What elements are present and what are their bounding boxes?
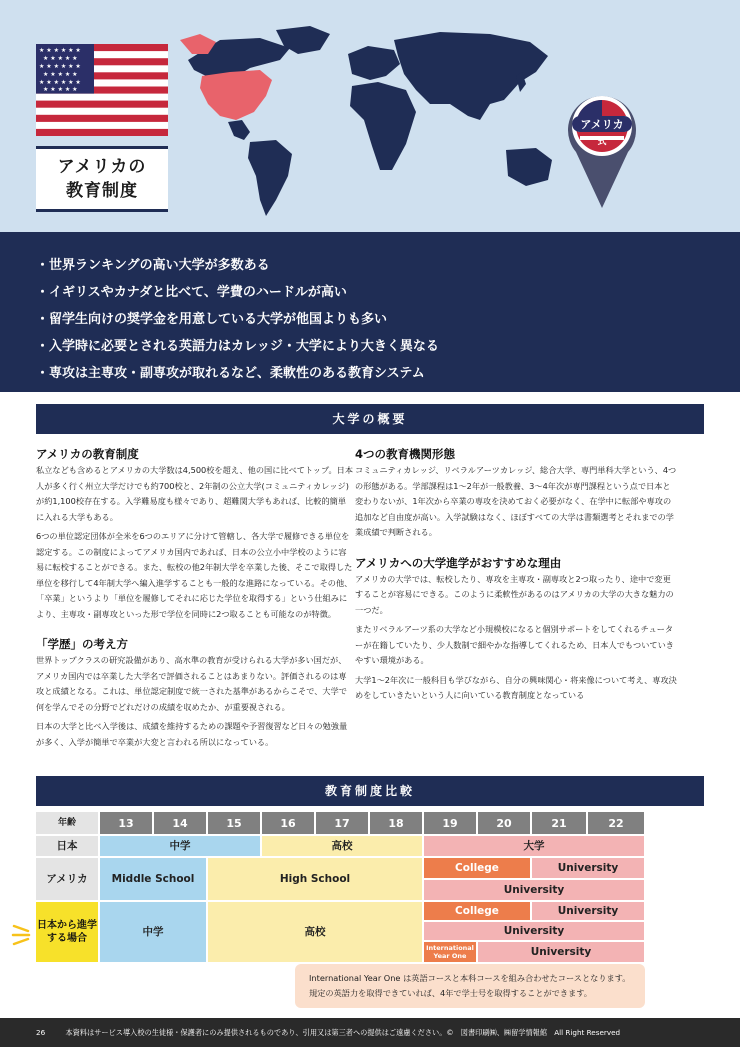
usa-college: College: [424, 858, 530, 878]
age-cell: 16: [262, 812, 314, 834]
page-title-line2: 教育制度: [66, 181, 138, 201]
page-title-line1: アメリカの: [57, 157, 147, 177]
age-cell: 17: [316, 812, 368, 834]
section-title: アメリカの教育制度: [36, 447, 139, 461]
us-flag-image: [36, 44, 168, 136]
highlight-item: ・ 留学生向けの奨学金を用意している大学が他国よりも多い: [36, 306, 740, 333]
route-college: College: [424, 902, 530, 920]
pin-badge-text: アメリカ: [580, 118, 624, 131]
note-line2: 規定の英語力を取得できていれば、4年で学士号を取得することができます。: [309, 988, 592, 998]
svg-text:★ ★ ★ ★ ★: ★ ★ ★ ★ ★: [43, 71, 78, 78]
page-title: [36, 146, 168, 212]
hero-banner: [0, 0, 740, 232]
paragraph: 世界トップクラスの研究設備があり、高水準の教育が受けられる大学が多い国だが、アメリカ国内では卒業した大学名で評価されることはあまりない。評価されるのは専攻と成績となる。これは、単位認定制度で統一された基準があるからこそで、大学で何を学んでその分野でどれだけの成績を収めたか、が重要視される。: [36, 655, 347, 712]
route-label: [36, 902, 98, 962]
page-footer: [0, 1018, 740, 1047]
paragraph: またリベラルアーツ系の大学など小規模校になると個別サポートをしてくれるチューターが在籍していたり、少人数制で細やかな指導してくれるため、日本人でもついていきやすい環境がある。: [355, 624, 674, 665]
america-style-pin-icon: [562, 86, 642, 210]
paragraph: 6つの単位認定団体が全米を6つのエリアに分けて管轄し、各大学で履修できる単位を認定する。この制度によってアメリカ国内であれば、日本の公立小中学校のように容易に転校することができる。また、転校の他2年制大学を卒業した後、そこで取得した単位を移行して4年制大学へ編入進学することも一般的な進路になっている。その他、「卒業」というより「単位を履修してそれに応じた学位を取得する」という仕組みにより、主専攻・副専攻といった形で学位を同時に2つ取ることも可能なのが特徴。: [36, 531, 353, 619]
note-line1: International Year One は英語コースと本科コースを組み合わせたコースとなります。: [309, 973, 631, 983]
pin-badge-sub: 式: [597, 137, 607, 147]
route-row: [36, 902, 644, 962]
highlight-item: ・ 専攻は主専攻・副専攻が取れるなど、柔軟性のある教育システム: [36, 360, 740, 387]
world-map-image: [180, 20, 560, 220]
japan-univ: 大学: [424, 836, 644, 856]
svg-text:★ ★ ★ ★ ★ ★: ★ ★ ★ ★ ★ ★: [39, 63, 81, 70]
route-iyo-line2: Year One: [433, 952, 467, 960]
highlight-item: ・ 入学時に必要とされる英語力はカレッジ・大学により大きく異なる: [36, 333, 740, 360]
route-university-mid: University: [424, 922, 644, 940]
route-middle: 中学: [100, 902, 206, 962]
usa-university: University: [424, 880, 644, 900]
svg-text:★ ★ ★ ★ ★ ★: ★ ★ ★ ★ ★ ★: [39, 79, 81, 86]
paragraph: 大学1～2年次に一般科目も学びながら、自分の興味関心・将来像について考え、専攻決めをしていきたいという人に向いている教育制度となっている: [355, 674, 677, 700]
paragraph: 日本の大学と比べ入学後は、成績を維持するための課題や予習復習など日々の勉強量が多く、入学が簡単で卒業が大変と言われる所以になっている。: [36, 721, 348, 747]
paragraph: コミュニティカレッジ、リベラルアーツカレッジ、総合大学、専門単科大学という、4つの形態がある。学部課程は1～2年が一般教養、3～4年次が専門課程という点で日本と変わりないが、1年次から卒業の専攻を決めておく必要がなく、在学中に転部や専攻の追加など自由度が高い。入学試験はなく、ほぼすべての大学は書類選考とそれまでの学業成績で判断される。: [355, 465, 677, 537]
highlight-item: ・ 世界ランキングの高い大学が多数ある: [36, 252, 740, 279]
paragraph: アメリカの大学では、転校したり、専攻を主専攻・副専攻と2つ取ったり、途中で変更することが容易にできる。このように柔軟性があるのはアメリカの大学の大きな魅力の一つだ。: [355, 573, 674, 615]
svg-text:★ ★ ★ ★ ★ ★: ★ ★ ★ ★ ★ ★: [39, 47, 81, 54]
overview-heading: 大学の概要: [36, 404, 704, 434]
age-cell: 18: [370, 812, 422, 834]
section-title: 「学歴」の考え方: [36, 637, 128, 651]
emphasis-lines-icon: [10, 922, 34, 948]
section-title: アメリカへの大学進学がおすすめな理由: [355, 555, 562, 570]
usa-row: [36, 858, 644, 900]
age-cell: 19: [424, 812, 476, 834]
japan-middle: 中学: [100, 836, 260, 856]
highlight-item: ・ イギリスやカナダと比べて、学費のハードルが高い: [36, 279, 740, 306]
paragraph: 私立なども含めるとアメリカの大学数は4,500校を超え、他の国に比べてトップ。日本人が多く行く州立大学だけでも約700校と、2年制の公立大学(コミュニティカレッジ)が約1,100校存在する。入学難易度も様々であり、超難関大学もあれば、比較的簡単に入れる大学もある。: [36, 465, 354, 522]
overview-left-column: [36, 446, 354, 754]
page-number: 26: [36, 1028, 46, 1037]
japan-high: 高校: [262, 836, 422, 856]
route-iyo: [424, 942, 476, 962]
highlight-list: [0, 232, 740, 392]
age-cell: 15: [208, 812, 260, 834]
age-cell: 20: [478, 812, 530, 834]
age-row: [36, 812, 644, 834]
route-iyo-line1: International: [426, 944, 474, 952]
iyo-note: [295, 964, 645, 1008]
route-university-bottom: University: [478, 942, 644, 962]
usa-label: アメリカ: [36, 858, 98, 900]
route-label-line2: する場合: [47, 933, 87, 944]
japan-label: 日本: [36, 836, 98, 856]
age-cell: 21: [532, 812, 586, 834]
route-university-top: University: [532, 902, 644, 920]
route-high: 高校: [208, 902, 422, 962]
copyright-text: 本資料はサービス導入校の生徒様・保護者にのみ提供されるものであり、引用又は第三者への提供はご遠慮ください。© 図書印刷㈱、㈱留学情報館 All Right Reserved: [65, 1028, 621, 1037]
usa-middle-school: Middle School: [100, 858, 206, 900]
usa-high-school: High School: [208, 858, 422, 900]
comparison-heading: 教育制度比較: [36, 776, 704, 806]
overview-right-column: [355, 446, 677, 708]
svg-text:★ ★ ★ ★ ★: ★ ★ ★ ★ ★: [43, 86, 78, 93]
age-cell: 13: [100, 812, 152, 834]
age-cell: 22: [588, 812, 644, 834]
age-label: 年齢: [36, 812, 98, 834]
svg-text:★ ★ ★ ★ ★: ★ ★ ★ ★ ★: [43, 55, 78, 62]
usa-university-top: University: [532, 858, 644, 878]
age-cell: 14: [154, 812, 206, 834]
route-label-line1: 日本から進学: [37, 920, 97, 931]
japan-row: [36, 836, 644, 856]
section-title: 4つの教育機関形態: [355, 447, 456, 461]
